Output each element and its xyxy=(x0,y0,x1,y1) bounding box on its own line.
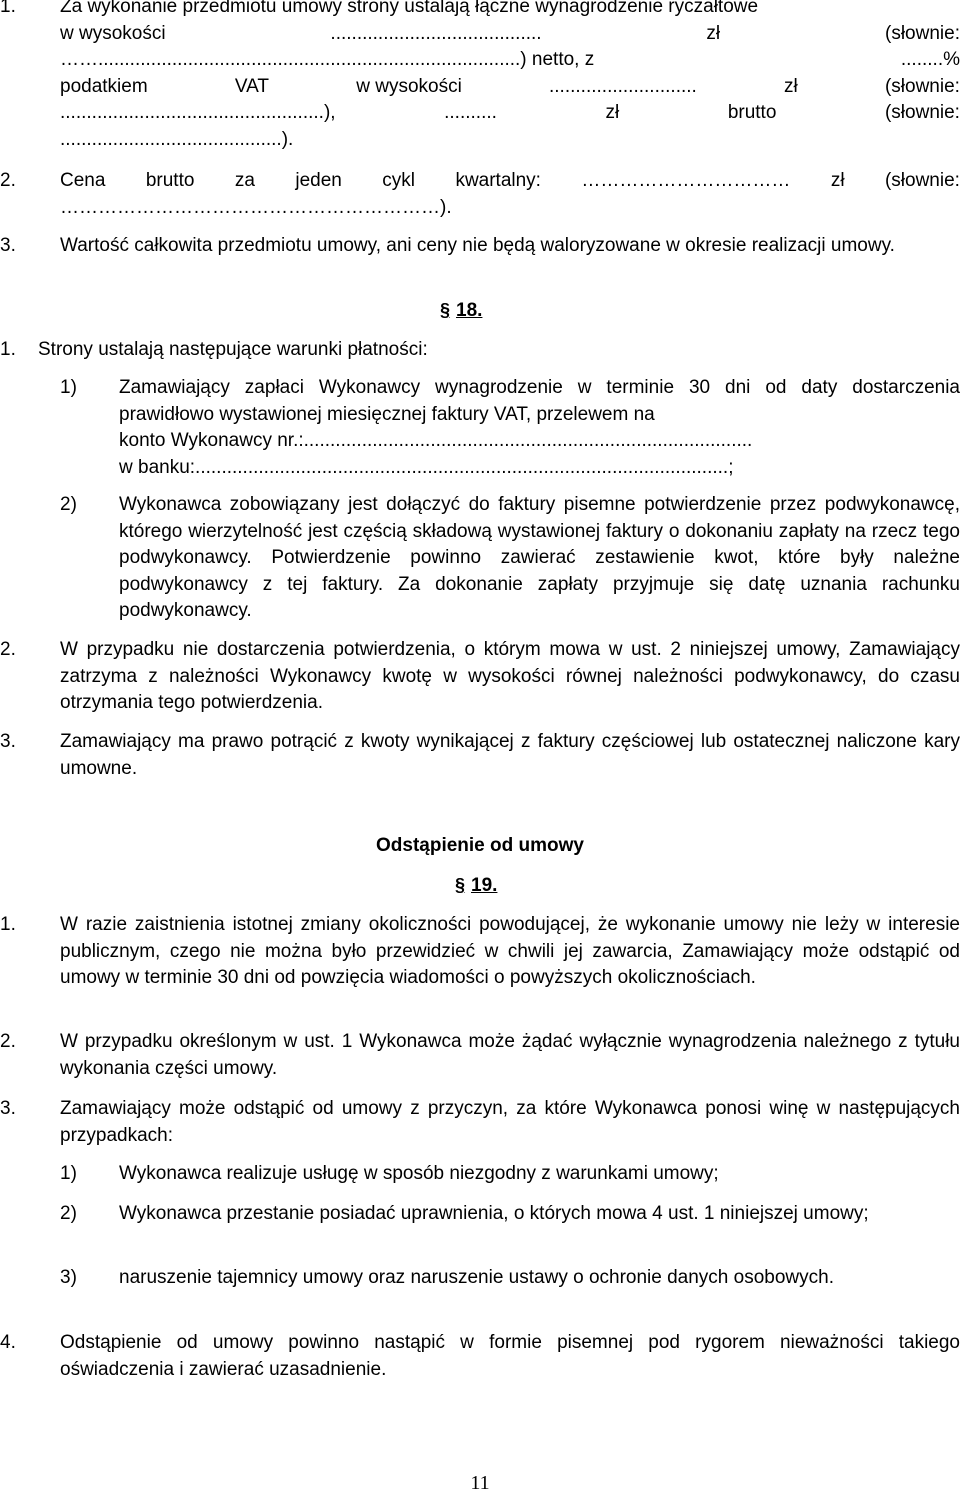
text-line: ..................................................), .......... zł brutto (słownie: xyxy=(60,102,960,123)
sec19-subitem-1 xyxy=(0,1161,960,1188)
sec18-subitem-2 xyxy=(0,492,960,625)
subitem-text: Wykonawca przestanie posiadać uprawnienia, o których mowa 4 ust. 1 niniejszej umowy; xyxy=(119,1203,869,1224)
text-line: ……................................................................................) netto, z ........% xyxy=(60,49,960,70)
sec18-subitem-1 xyxy=(0,375,960,481)
text-line: konto Wykonawcy nr.:..................................................................................... xyxy=(119,430,753,451)
sec19-paragraph-2 xyxy=(0,1029,960,1082)
paragraph-text: W przypadku nie dostarczenia potwierdzenia, o którym mowa w ust. 2 niniejszej umowy, Zamawiający zatrzyma z należności Wykonawcy kwotę w wysokości równej należności podwykonawcy, do czasu otrzymania tego potwierdzenia. xyxy=(60,639,960,713)
paragraph-text: Zamawiający może odstąpić od umowy z przyczyn, za które Wykonawca ponosi winę w następujących przypadkach: xyxy=(60,1098,960,1146)
paragraph-text: W razie zaistnienia istotnej zmiany okoliczności powodującej, że wykonanie umowy nie leży w interesie publicznym, czego nie można było przewidzieć w chwili jej zawarcia, Zamawiający może odstąpić od umowy w terminie 30 dni od powzięcia wiadomości o powyższych okolicznościach. xyxy=(60,914,960,988)
subitem-number: 2) xyxy=(60,494,77,515)
text-line: podatkiem VAT w wysokości ............................ zł (słownie: xyxy=(60,75,960,97)
paragraph-text: Odstąpienie od umowy powinno nastąpić w formie pisemnej pod rygorem nieważności takiego oświadczenia i zawierać uzasadnienie. xyxy=(60,1332,960,1380)
text-line: w banku:.....................................................................................................; xyxy=(119,456,734,478)
subitem-number: 2) xyxy=(60,1203,77,1224)
sec19-subitem-2 xyxy=(0,1201,960,1228)
sec19-paragraph-1 xyxy=(0,912,960,992)
subitem-text: Wykonawca realizuje usługę w sposób niezgodny z warunkami umowy; xyxy=(119,1163,719,1184)
sec19-subitem-3 xyxy=(0,1265,960,1292)
subitem-number: 1) xyxy=(60,1163,77,1184)
paragraph-number: 1. xyxy=(0,914,16,935)
paragraph-number: 2. xyxy=(0,1031,16,1052)
sec19-paragraph-3 xyxy=(0,1096,960,1149)
subitem-text: Wykonawca zobowiązany jest dołączyć do faktury pisemne potwierdzenie przez podwykonawcę, którego wierzytelność jest częścią składową wystawionej faktury o dokonaniu zapłaty na rzecz tego podwykonawcy. Potwierdzenie powinno zawierać zestawienie kwot, które były należne podwykonawcy z tej faktury. Za dokonanie zapłaty przyjmuje się datę uznania rachunku podwykonawcy. xyxy=(119,494,960,621)
text-line: ..........................................). xyxy=(60,128,294,150)
section-title: Odstąpienie od umowy xyxy=(376,835,584,856)
paragraph-number: 3. xyxy=(0,1098,16,1119)
sec17-paragraph-1 xyxy=(0,0,960,153)
section-heading-19: § 19. xyxy=(455,875,498,896)
text-line: w wysokości ........................................ zł (słownie: xyxy=(60,22,960,44)
sec19-paragraph-4 xyxy=(0,1330,960,1383)
paragraph-number: 1. xyxy=(0,0,16,17)
section-sign-icon: § xyxy=(455,875,466,895)
subitem-text: naruszenie tajemnicy umowy oraz naruszenie ustawy o ochronie danych osobowych. xyxy=(119,1267,834,1288)
sec17-paragraph-3 xyxy=(0,233,960,260)
subitem-text: Zamawiający zapłaci Wykonawcy wynagrodzenie w terminie 30 dni od daty dostarczenia prawidłowo wystawionej miesięcznej faktury VAT, przelewem na xyxy=(119,377,960,425)
subitem-number: 3) xyxy=(60,1267,77,1288)
sec17-paragraph-2 xyxy=(0,168,960,221)
paragraph-number: 4. xyxy=(0,1332,16,1353)
paragraph-number: 2. xyxy=(0,170,16,191)
section-heading-18: § 18. xyxy=(440,300,483,321)
paragraph-number: 1. xyxy=(0,339,16,360)
paragraph-number: 2. xyxy=(0,639,16,660)
section-sign-icon: § xyxy=(440,300,451,320)
paragraph-text: Wartość całkowita przedmiotu umowy, ani ceny nie będą waloryzowane w okresie realizacji umowy. xyxy=(60,235,895,256)
sec18-paragraph-2 xyxy=(0,637,960,717)
paragraph-number: 3. xyxy=(0,731,16,752)
paragraph-number: 3. xyxy=(0,235,16,256)
sec18-paragraph-3 xyxy=(0,729,960,782)
page-number: 11 xyxy=(470,1472,490,1494)
paragraph-text: Zamawiający ma prawo potrącić z kwoty wynikającej z faktury częściowej lub ostatecznej naliczone kary umowne. xyxy=(60,731,960,779)
subitem-number: 1) xyxy=(60,377,77,398)
paragraph-text: Strony ustalają następujące warunki płatności: xyxy=(38,339,428,360)
paragraph-text: W przypadku określonym w ust. 1 Wykonawca może żądać wyłącznie wynagrodzenia należnego z tytułu wykonania części umowy. xyxy=(60,1031,960,1079)
text-line: Za wykonanie przedmiotu umowy strony ustalają łączne wynagrodzenie ryczałtowe xyxy=(60,0,759,17)
text-line: Cena brutto za jeden cykl kwartalny: …………………………… zł (słownie: xyxy=(60,170,960,191)
text-line: ……………………………………………………). xyxy=(60,196,452,218)
